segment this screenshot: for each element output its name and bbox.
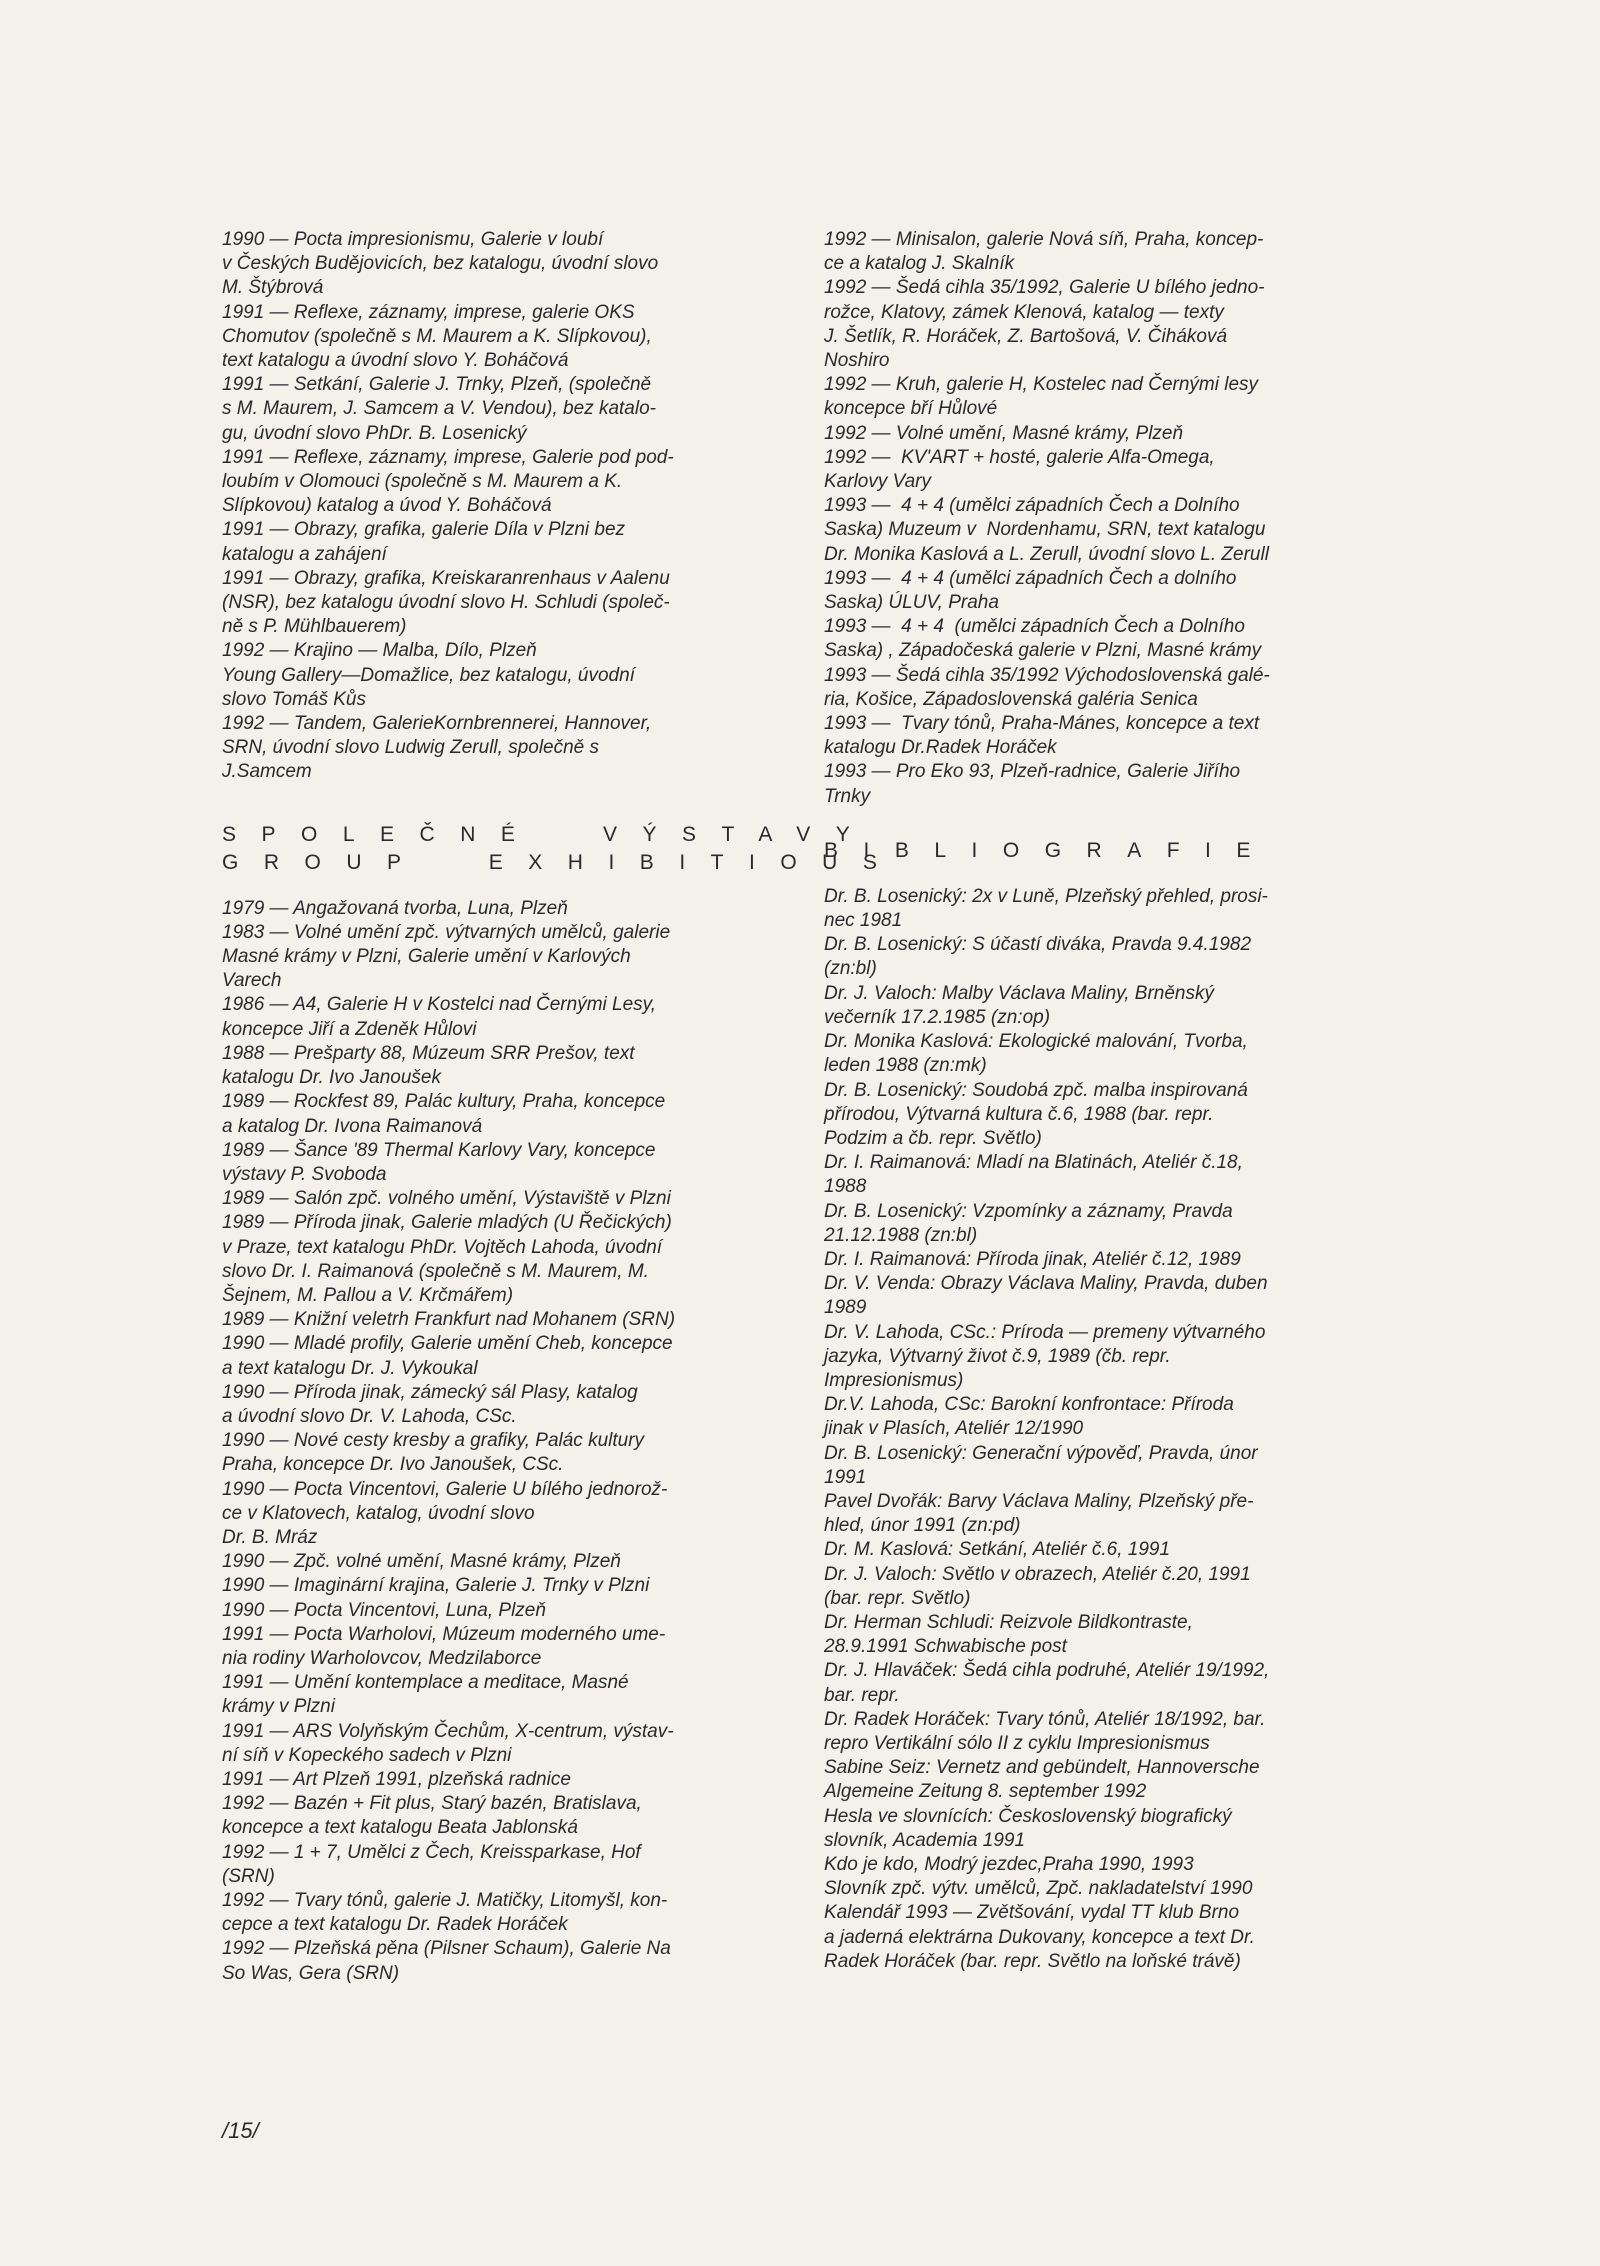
exhibition-entry-line: SRN, úvodní slovo Ludwig Zerull, společně s: [222, 737, 600, 759]
exhibition-entry-line: Dr. Monika Kaslová a L. Zerull, úvodní slovo L. Zerull: [824, 543, 1269, 565]
bibliography-entry-line: 1991: [824, 1466, 867, 1488]
bibliography-entry-line: Hesla ve slovnících: Československý biografický: [824, 1805, 1232, 1827]
group-exhibition-entry-line: 1989 — Rockfest 89, Palác kultury, Praha, koncepce: [222, 1091, 666, 1113]
exhibition-entry-line: 1990 — Pocta impresionismu, Galerie v loubí: [222, 229, 604, 250]
group-exhibition-entry-line: So Was, Gera (SRN): [222, 1962, 400, 1984]
group-exhibition-entry-line: 1992 — 1 + 7, Umělci z Čech, Kreissparkase, Hof: [222, 1841, 641, 1863]
group-exhibition-entry-line: katalogu Dr. Ivo Janoušek: [222, 1067, 441, 1089]
group-exhibition-entry-line: 1990 — Mladé profily, Galerie umění Cheb, koncepce: [222, 1333, 673, 1355]
group-exhibition-entry-line: 1990 — Pocta Vincentovi, Luna, Plzeň: [222, 1599, 546, 1621]
exhibition-entry-line: Young Gallery—Domažlice, bez katalogu, úvodní: [222, 664, 635, 686]
exhibition-entry-line: katalogu Dr.Radek Horáček: [824, 737, 1057, 759]
exhibition-entry-line: Noshiro: [824, 350, 890, 372]
exhibition-entry-line: J. Šetlík, R. Horáček, Z. Bartošová, V. Čiháková: [824, 325, 1228, 347]
bibliography-entry-line: 1989: [824, 1297, 867, 1319]
group-exhibition-entry-line: 1983 — Volné umění zpč. výtvarných umělců, galerie: [222, 921, 671, 943]
exhibition-entry-line: rožce, Klatovy, zámek Klenová, katalog — texty: [824, 301, 1224, 323]
group-exhibition-entry-line: a text katalogu Dr. J. Vykoukal: [222, 1357, 478, 1379]
exhibition-entry-line: 1991 — Obrazy, grafika, galerie Díla v Plzni bez: [222, 519, 626, 541]
group-exhibition-entry-line: ní síň v Kopeckého sadech v Plzni: [222, 1744, 512, 1766]
exhibition-entry-line: Karlovy Vary: [824, 471, 931, 493]
bibliography-entry-line: Dr. I. Raimanová: Mladí na Blatinách, Ateliér č.18,: [824, 1152, 1243, 1174]
group-exhibition-entry-line: Dr. B. Mráz: [222, 1526, 318, 1548]
group-exhibition-entry-line: 1989 — Příroda jinak, Galerie mladých (U Řečických): [222, 1212, 672, 1234]
exhibition-entry-line: 1992 — Minisalon, galerie Nová síň, Praha, koncep-: [824, 229, 1264, 250]
group-exhibition-entry-line: 1992 — Plzeňská pěna (Pilsner Schaum), Galerie Na: [222, 1938, 671, 1960]
exhibition-entry-line: 1993 — Tvary tónů, Praha-Mánes, koncepce a text: [824, 713, 1260, 735]
bibliography-entry-line: Podzim a čb. repr. Světlo): [824, 1127, 1042, 1149]
exhibition-entry-line: loubím v Olomouci (společně s M. Maurem a K.: [222, 471, 623, 493]
exhibition-entry-line: Saska) Muzeum v Nordenhamu, SRN, text katalogu: [824, 519, 1266, 541]
bibliography-entry-line: Dr.V. Lahoda, CSc: Barokní konfrontace: Příroda: [824, 1394, 1234, 1416]
exhibition-entry-line: koncepce bří Hůlové: [824, 398, 998, 420]
group-exhibition-entry-line: 1990 — Příroda jinak, zámecký sál Plasy, katalog: [222, 1381, 638, 1403]
exhibition-entry-line: ce a katalog J. Skalník: [824, 253, 1015, 275]
bibliography-entry-line: Dr. B. Losenický: Generační výpověď, Pravda, únor: [824, 1442, 1258, 1464]
bibliography-entry-line: 28.9.1991 Schwabische post: [824, 1636, 1067, 1658]
bibliography-entry-line: Dr. B. Losenický: S účastí diváka, Pravda 9.4.1982: [824, 934, 1252, 956]
exhibition-entry-line: 1993 — Pro Eko 93, Plzeň-radnice, Galerie Jiřího: [824, 761, 1241, 783]
bibliography-entry-line: jinak v Plasích, Ateliér 12/1990: [824, 1418, 1084, 1440]
exhibition-entry-line: ria, Košice, Západoslovenská galéria Senica: [824, 688, 1198, 710]
exhibition-entry-line: 1991 — Reflexe, záznamy, imprese, galerie OKS: [222, 301, 635, 323]
group-exhibition-entry-line: výstavy P. Svoboda: [222, 1163, 387, 1185]
group-exhibition-entry-line: 1991 — Umění kontemplace a meditace, Masné: [222, 1672, 629, 1694]
group-exhibition-entry-line: 1991 — Pocta Warholovi, Múzeum moderného ume-: [222, 1623, 666, 1645]
exhibition-entry-line: 1992 — Šedá cihla 35/1992, Galerie U bílého jedno-: [824, 277, 1265, 299]
exhibition-entry-line: 1992 — KV'ART + hosté, galerie Alfa-Omega,: [824, 446, 1215, 468]
group-exhibition-entry-line: cepce a text katalogu Dr. Radek Horáček: [222, 1914, 568, 1936]
group-exhibition-entry-line: 1991 — ARS Volyňským Čechům, X-centrum, výstav-: [222, 1720, 674, 1742]
group-exhibition-entry-line: 1989 — Knižní veletrh Frankfurt nad Mohanem (SRN): [222, 1309, 676, 1331]
group-exhibition-entry-line: 1986 — A4, Galerie H v Kostelci nad Černými Lesy,: [222, 994, 657, 1016]
exhibition-entry-line: 1993 — 4 + 4 (umělci západních Čech a dolního: [824, 567, 1237, 589]
group-exhibition-entry-line: a úvodní slovo Dr. V. Lahoda, CSc.: [222, 1405, 517, 1427]
exhibition-entry-line: gu, úvodní slovo PhDr. B. Losenický: [222, 422, 527, 444]
group-exhibition-entry-line: Masné krámy v Plzni, Galerie umění v Karlových: [222, 946, 631, 968]
bibliography-entry-line: přírodou, Výtvarná kultura č.6, 1988 (bar. repr.: [824, 1103, 1214, 1125]
right-column: [824, 228, 1384, 1974]
group-exhibition-entry-line: (SRN): [222, 1865, 275, 1887]
exhibition-entry-line: slovo Tomáš Kůs: [222, 688, 366, 710]
exhibition-entry-line: Slípkovou) katalog a úvod Y. Boháčová: [222, 495, 552, 517]
group-exhibition-entry-line: slovo Dr. I. Raimanová (společně s M. Maurem, M.: [222, 1260, 649, 1282]
group-exhibition-entry-line: koncepce Jiří a Zdeněk Hůlovi: [222, 1018, 477, 1040]
bibliography-entry-line: (zn:bl): [824, 958, 877, 980]
bibliography-entry-line: Dr. B. Losenický: Vzpomínky a záznamy, Pravda: [824, 1200, 1233, 1222]
bibliography-entry-line: Dr. Monika Kaslová: Ekologické malování, Tvorba,: [824, 1031, 1248, 1053]
exhibition-entry-line: 1993 — 4 + 4 (umělci západních Čech a Dolního: [824, 495, 1240, 517]
exhibition-entry-line: 1993 — 4 + 4 (umělci západních Čech a Dolního: [824, 616, 1245, 638]
group-exhibition-entry-line: 1989 — Salón zpč. volného umění, Výstaviště v Plzni: [222, 1188, 671, 1210]
group-exhibition-entry-line: krámy v Plzni: [222, 1696, 335, 1718]
exhibition-entry-line: 1992 — Tandem, GalerieKornbrennerei, Hannover,: [222, 713, 652, 735]
bibliography-entry-line: 21.12.1988 (zn:bl): [824, 1224, 978, 1246]
group-exhibition-entry-line: 1990 — Nové cesty kresby a grafiky, Palác kultury: [222, 1430, 645, 1452]
bibliography-entry-line: Dr. J. Hlaváček: Šedá cihla podruhé, Ateliér 19/1992,: [824, 1660, 1270, 1682]
exhibition-entry-line: 1993 — Šedá cihla 35/1992 Východoslovenská galé-: [824, 664, 1270, 686]
bibliography-entry-line: Pavel Dvořák: Barvy Václava Maliny, Plzeňský pře-: [824, 1490, 1254, 1512]
group-exhibition-entry-line: 1991 — Art Plzeň 1991, plzeňská radnice: [222, 1768, 571, 1790]
bibliography-heading: BIBLIOGRAFIE: [824, 838, 1276, 862]
group-exhibition-entry-line: Praha, koncepce Dr. Ivo Janoušek, CSc.: [222, 1454, 564, 1476]
exhibition-entry-line: katalogu a zahájení: [222, 543, 387, 565]
bibliography-entry-line: Slovník zpč. výtv. umělců, Zpč. nakladatelství 1990: [824, 1878, 1253, 1900]
exhibition-entry-line: Saska) ÚLUV, Praha: [824, 592, 999, 614]
group-exhibition-entry-line: koncepce a text katalogu Beata Jablonská: [222, 1817, 578, 1839]
bibliography-entry-line: Dr. Herman Schludi: Reizvole Bildkontraste,: [824, 1611, 1193, 1633]
group-exhibition-entry-line: a katalog Dr. Ivona Raimanová: [222, 1115, 483, 1137]
bibliography-entry-line: leden 1988 (zn:mk): [824, 1055, 987, 1077]
exhibition-entry-line: 1991 — Reflexe, záznamy, imprese, Galerie pod pod-: [222, 446, 674, 468]
bibliography-entry-line: Dr. M. Kaslová: Setkání, Ateliér č.6, 1991: [824, 1539, 1171, 1561]
bibliography-entry-line: 1988: [824, 1176, 867, 1198]
group-exhibitions-list: [222, 897, 782, 1986]
exhibition-entry-line: Saska) , Západočeská galerie v Plzni, Masné krámy: [824, 640, 1262, 662]
group-exhibition-entry-line: 1990 — Zpč. volné umění, Masné krámy, Plzeň: [222, 1551, 621, 1573]
bibliography-entry-line: Dr. J. Valoch: Světlo v obrazech, Ateliér č.20, 1991: [824, 1563, 1251, 1585]
bibliography-entry-line: Dr. I. Raimanová: Příroda jinak, Ateliér č.12, 1989: [824, 1248, 1241, 1270]
bibliography-entry-line: Dr. Radek Horáček: Tvary tónů, Ateliér 18/1992, bar.: [824, 1708, 1266, 1730]
bibliography-entry-line: (bar. repr. Světlo): [824, 1587, 971, 1609]
bibliography-entry-line: Dr. J. Valoch: Malby Václava Maliny, Brněnský: [824, 982, 1214, 1004]
exhibition-entry-line: Trnky: [824, 785, 871, 807]
group-exhibitions-heading-en: GROUP EXHIBITIOUS: [222, 850, 903, 874]
exhibition-entry-line: ně s P. Mühlbauerem): [222, 616, 407, 638]
bibliography-entry-line: Kdo je kdo, Modrý jezdec,Praha 1990, 1993: [824, 1854, 1194, 1875]
group-exhibition-entry-line: Varech: [222, 970, 282, 992]
exhibition-entry-line: 1991 — Setkání, Galerie J. Trnky, Plzeň, (společně: [222, 374, 652, 396]
bibliography-entry-line: Dr. V. Lahoda, CSc.: Príroda — premeny výtvarného: [824, 1321, 1266, 1343]
group-exhibition-entry-line: Šejnem, M. Pallou a V. Krčmářem): [222, 1284, 514, 1306]
group-exhibition-entry-line: ce v Klatovech, katalog, úvodní slovo: [222, 1502, 535, 1524]
group-exhibition-entry-line: 1990 — Pocta Vincentovi, Galerie U bílého jednorož-: [222, 1478, 668, 1500]
exhibition-entry-line: M. Štýbrová: [222, 277, 324, 299]
group-exhibition-entry-line: nia rodiny Warholovcov, Medzilaborce: [222, 1647, 542, 1669]
exhibition-entry-line: v Českých Budějovicích, bez katalogu, úvodní slovo: [222, 253, 659, 275]
group-exhibitions-heading-cz: SPOLEČNÉ VÝSTAVY: [222, 822, 876, 846]
page-number: /15/: [222, 2118, 259, 2143]
bibliography-entry-line: Kalendář 1993 — Zvětšování, vydal TT klub Brno: [824, 1902, 1240, 1924]
bibliography-entry-line: hled, únor 1991 (zn:pd): [824, 1515, 1021, 1537]
group-exhibition-entry-line: 1992 — Bazén + Fit plus, Starý bazén, Bratislava,: [222, 1793, 642, 1815]
group-exhibition-entry-line: 1988 — Prešparty 88, Múzeum SRR Prešov, text: [222, 1042, 635, 1064]
bibliography-list: [824, 885, 1384, 1974]
bibliography-entry-line: Dr. V. Venda: Obrazy Václava Maliny, Pravda, duben: [824, 1273, 1268, 1295]
group-exhibition-entry-line: 1989 — Šance '89 Thermal Karlovy Vary, koncepce: [222, 1139, 656, 1161]
bibliography-entry-line: a jaderná elektrárna Dukovany, koncepce a text Dr.: [824, 1926, 1255, 1948]
bibliography-entry-line: Sabine Seiz: Vernetz and gebündelt, Hannoversche: [824, 1757, 1260, 1779]
bibliography-entry-line: bar. repr.: [824, 1684, 900, 1706]
group-exhibition-entry-line: 1979 — Angažovaná tvorba, Luna, Plzeň: [222, 897, 568, 919]
bibliography-entry-line: Radek Horáček (bar. repr. Světlo na loňské trávě): [824, 1950, 1241, 1972]
exhibition-entry-line: 1992 — Krajino — Malba, Dílo, Plzeň: [222, 640, 537, 662]
group-exhibition-entry-line: v Praze, text katalogu PhDr. Vojtěch Lahoda, úvodní: [222, 1236, 663, 1258]
bibliography-entry-line: slovník, Academia 1991: [824, 1829, 1026, 1851]
exhibition-entry-line: Chomutov (společně s M. Maurem a K. Slípkovou),: [222, 325, 652, 347]
bibliography-entry-line: nec 1981: [824, 910, 903, 932]
bibliography-entry-line: repro Vertikální sólo II z cyklu Impresionismus: [824, 1732, 1210, 1754]
group-exhibition-entry-line: 1990 — Imaginární krajina, Galerie J. Trnky v Plzni: [222, 1575, 650, 1597]
exhibition-entry-line: text katalogu a úvodní slovo Y. Boháčová: [222, 350, 569, 372]
exhibition-entry-line: s M. Maurem, J. Samcem a V. Vendou), bez katalo-: [222, 398, 656, 420]
bibliography-entry-line: Impresionismus): [824, 1369, 964, 1391]
exhibition-entry-line: 1992 — Kruh, galerie H, Kostelec nad Černými lesy: [824, 374, 1259, 396]
bibliography-entry-line: Algemeine Zeitung 8. september 1992: [824, 1781, 1147, 1803]
exhibition-entry-line: 1991 — Obrazy, grafika, Kreiskaranrenhaus v Aalenu: [222, 567, 670, 589]
solo-exhibitions-continued-list: [824, 228, 1384, 809]
bibliography-entry-line: jazyka, Výtvarný život č.9, 1989 (čb. repr.: [824, 1345, 1171, 1367]
exhibition-entry-line: (NSR), bez katalogu úvodní slovo H. Schludi (společ-: [222, 592, 670, 614]
exhibition-entry-line: 1992 — Volné umění, Masné krámy, Plzeň: [824, 422, 1184, 444]
exhibition-entry-line: J.Samcem: [222, 761, 312, 783]
solo-exhibitions-list: [222, 228, 782, 785]
bibliography-entry-line: Dr. B. Losenický: 2x v Luně, Plzeňský přehled, prosi-: [824, 885, 1268, 907]
group-exhibition-entry-line: 1992 — Tvary tónů, galerie J. Matičky, Litomyšl, kon-: [222, 1890, 668, 1911]
bibliography-entry-line: večerník 17.2.1985 (zn:op): [824, 1006, 1051, 1028]
bibliography-entry-line: Dr. B. Losenický: Soudobá zpč. malba inspirovaná: [824, 1079, 1248, 1101]
